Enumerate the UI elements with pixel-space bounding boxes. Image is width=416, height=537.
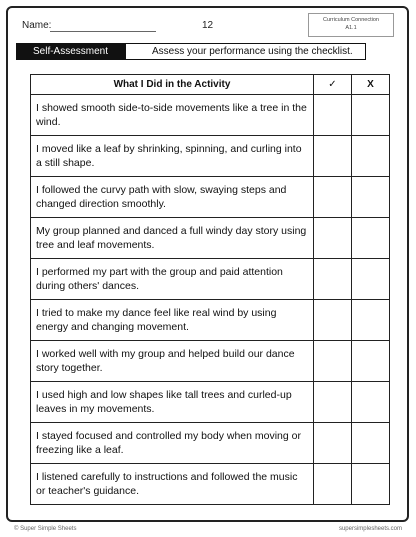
activity-column-header: What I Did in the Activity [31, 75, 314, 95]
x-cell[interactable] [352, 300, 390, 341]
checklist-item-text: I listened carefully to instructions and followed the music or teacher's guidance. [31, 464, 314, 505]
checklist-row [31, 464, 390, 505]
checklist-row [31, 177, 390, 218]
curriculum-connection-label: Curriculum Connection [323, 17, 379, 23]
self-assessment-bar [16, 43, 366, 60]
check-cell[interactable] [314, 423, 352, 464]
x-cell[interactable] [352, 95, 390, 136]
check-cell[interactable] [314, 259, 352, 300]
curriculum-connection-code: A1.1 [345, 25, 357, 31]
checklist-item-text: My group planned and danced a full windy day story using tree and leaf movements. [31, 218, 314, 259]
checklist-row [31, 136, 390, 177]
footer-website: supersimplesheets.com [338, 526, 402, 532]
checklist-item-text: I followed the curvy path with slow, swaying steps and changed direction smoothly. [31, 177, 314, 218]
checklist-row [31, 95, 390, 136]
page-number: 12 [202, 20, 214, 31]
check-cell[interactable] [314, 382, 352, 423]
checklist-item-text: I worked well with my group and helped build our dance story together. [31, 341, 314, 382]
checklist-item-text: I performed my part with the group and paid attention during others' dances. [31, 259, 314, 300]
checklist-header-row [31, 75, 390, 95]
checklist-row [31, 300, 390, 341]
checklist-row [31, 382, 390, 423]
check-cell[interactable] [314, 300, 352, 341]
check-cell[interactable] [314, 95, 352, 136]
x-cell[interactable] [352, 423, 390, 464]
x-cell[interactable] [352, 177, 390, 218]
name-label: Name: [22, 20, 52, 31]
x-cell[interactable] [352, 464, 390, 505]
checklist-table [30, 74, 390, 505]
footer-copyright: © Super Simple Sheets [14, 526, 77, 532]
checklist-item-text: I showed smooth side-to-side movements like a tree in the wind. [31, 95, 314, 136]
x-cell[interactable] [352, 341, 390, 382]
curriculum-connection-box [308, 13, 394, 37]
check-column-header: ✓ [314, 75, 352, 95]
x-cell[interactable] [352, 259, 390, 300]
check-cell[interactable] [314, 464, 352, 505]
check-cell[interactable] [314, 341, 352, 382]
check-cell[interactable] [314, 136, 352, 177]
checklist-item-text: I moved like a leaf by shrinking, spinning, and curling into a still shape. [31, 136, 314, 177]
self-assessment-instruction: Assess your performance using the checklist. [152, 46, 353, 57]
checklist-row [31, 423, 390, 464]
checklist-row [31, 259, 390, 300]
x-column-header: X [352, 75, 390, 95]
checklist-item-text: I tried to make my dance feel like real wind by using energy and changing movement. [31, 300, 314, 341]
self-assessment-tag: Self-Assessment [17, 44, 126, 59]
checklist-item-text: I stayed focused and controlled my body when moving or freezing like a leaf. [31, 423, 314, 464]
checklist-row [31, 341, 390, 382]
check-cell[interactable] [314, 218, 352, 259]
check-cell[interactable] [314, 177, 352, 218]
x-cell[interactable] [352, 218, 390, 259]
checklist-item-text: I used high and low shapes like tall trees and curled-up leaves in my movements. [31, 382, 314, 423]
checklist-row [31, 218, 390, 259]
x-cell[interactable] [352, 136, 390, 177]
name-input-line[interactable] [50, 31, 156, 32]
x-cell[interactable] [352, 382, 390, 423]
